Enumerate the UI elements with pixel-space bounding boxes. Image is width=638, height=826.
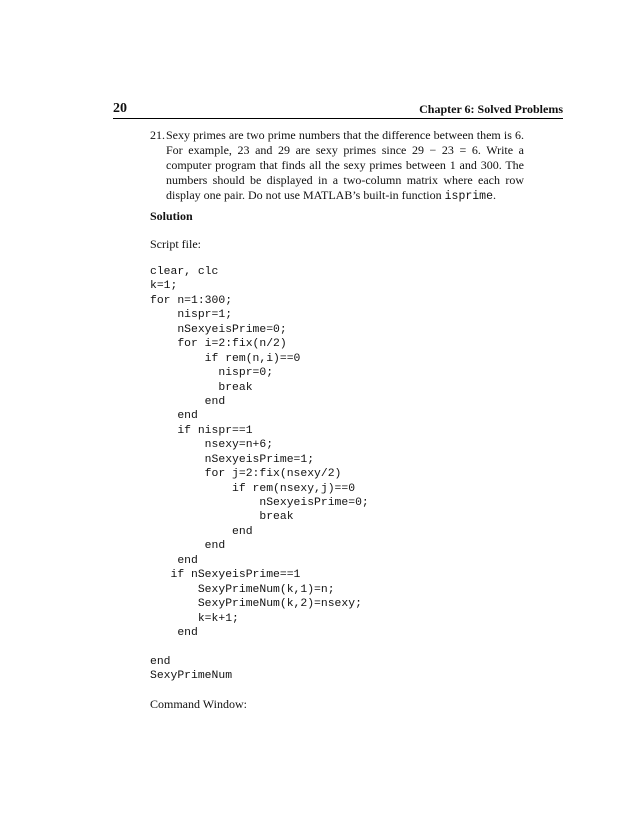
code-line: nSexyeisPrime=1; xyxy=(150,453,315,466)
code-line: nSexyeisPrime=0; xyxy=(150,497,369,509)
function-name: isprime xyxy=(444,190,493,203)
code-line: end xyxy=(150,626,198,639)
code-line: if rem(nsexy,j)==0 xyxy=(150,482,356,495)
chapter-title: Chapter 6: Solved Problems xyxy=(419,102,563,116)
code-line: break xyxy=(150,511,294,524)
code-line: for i=2:fix(n/2) xyxy=(150,338,287,351)
solution-heading: Solution xyxy=(150,209,193,223)
code-line: for j=2:fix(nsexy/2) xyxy=(150,468,342,481)
code-line: SexyPrimeNum(k,2)=nsexy; xyxy=(150,598,362,611)
code-line: if rem(n,i)==0 xyxy=(150,352,301,365)
problem-text-part1: Sexy primes are two prime numbers that the difference between them is 6. For example, 23 and 29 are sexy primes since xyxy=(166,128,524,157)
code-line: end xyxy=(150,410,198,423)
problem-equation: 29 − 23 = 6 xyxy=(411,143,478,157)
code-line: break xyxy=(150,381,253,394)
problem-text-part3: . xyxy=(492,188,496,202)
code-block xyxy=(150,265,369,684)
code-line: clear, clc xyxy=(150,266,219,278)
code-line: if nispr==1 xyxy=(150,424,253,437)
code-line: nSexyeisPrime=0; xyxy=(150,323,287,336)
code-line: nsexy=n+6; xyxy=(150,439,274,452)
code-line: nispr=0; xyxy=(150,367,274,380)
problem-text-part2: . Write a computer program that finds all the sexy primes between 1 and 300. The numbers should be displayed in a two-column matrix where each row display one pair. Do not use MATLAB’s built-in function xyxy=(166,143,524,202)
code-line: nispr=1; xyxy=(150,309,233,322)
code-line: SexyPrimeNum xyxy=(150,670,233,683)
command-window-label: Command Window: xyxy=(150,697,247,711)
code-line: for n=1:300; xyxy=(150,294,233,307)
code-line: k=1; xyxy=(150,280,178,293)
code-line: end xyxy=(150,655,171,668)
page-header xyxy=(113,101,563,119)
code-line: end xyxy=(150,554,198,567)
code-line xyxy=(150,640,369,654)
code-line: k=k+1; xyxy=(150,612,239,625)
script-file-label: Script file: xyxy=(150,237,201,251)
code-line: end xyxy=(150,525,253,538)
code-line: SexyPrimeNum(k,1)=n; xyxy=(150,583,335,596)
code-line: end xyxy=(150,395,226,408)
code-line: end xyxy=(150,540,226,553)
page-number: 20 xyxy=(113,101,127,116)
problem-number: 21. xyxy=(150,128,165,142)
problem-statement xyxy=(150,128,524,204)
code-line: if nSexyeisPrime==1 xyxy=(150,569,301,582)
problem-text xyxy=(166,128,524,204)
